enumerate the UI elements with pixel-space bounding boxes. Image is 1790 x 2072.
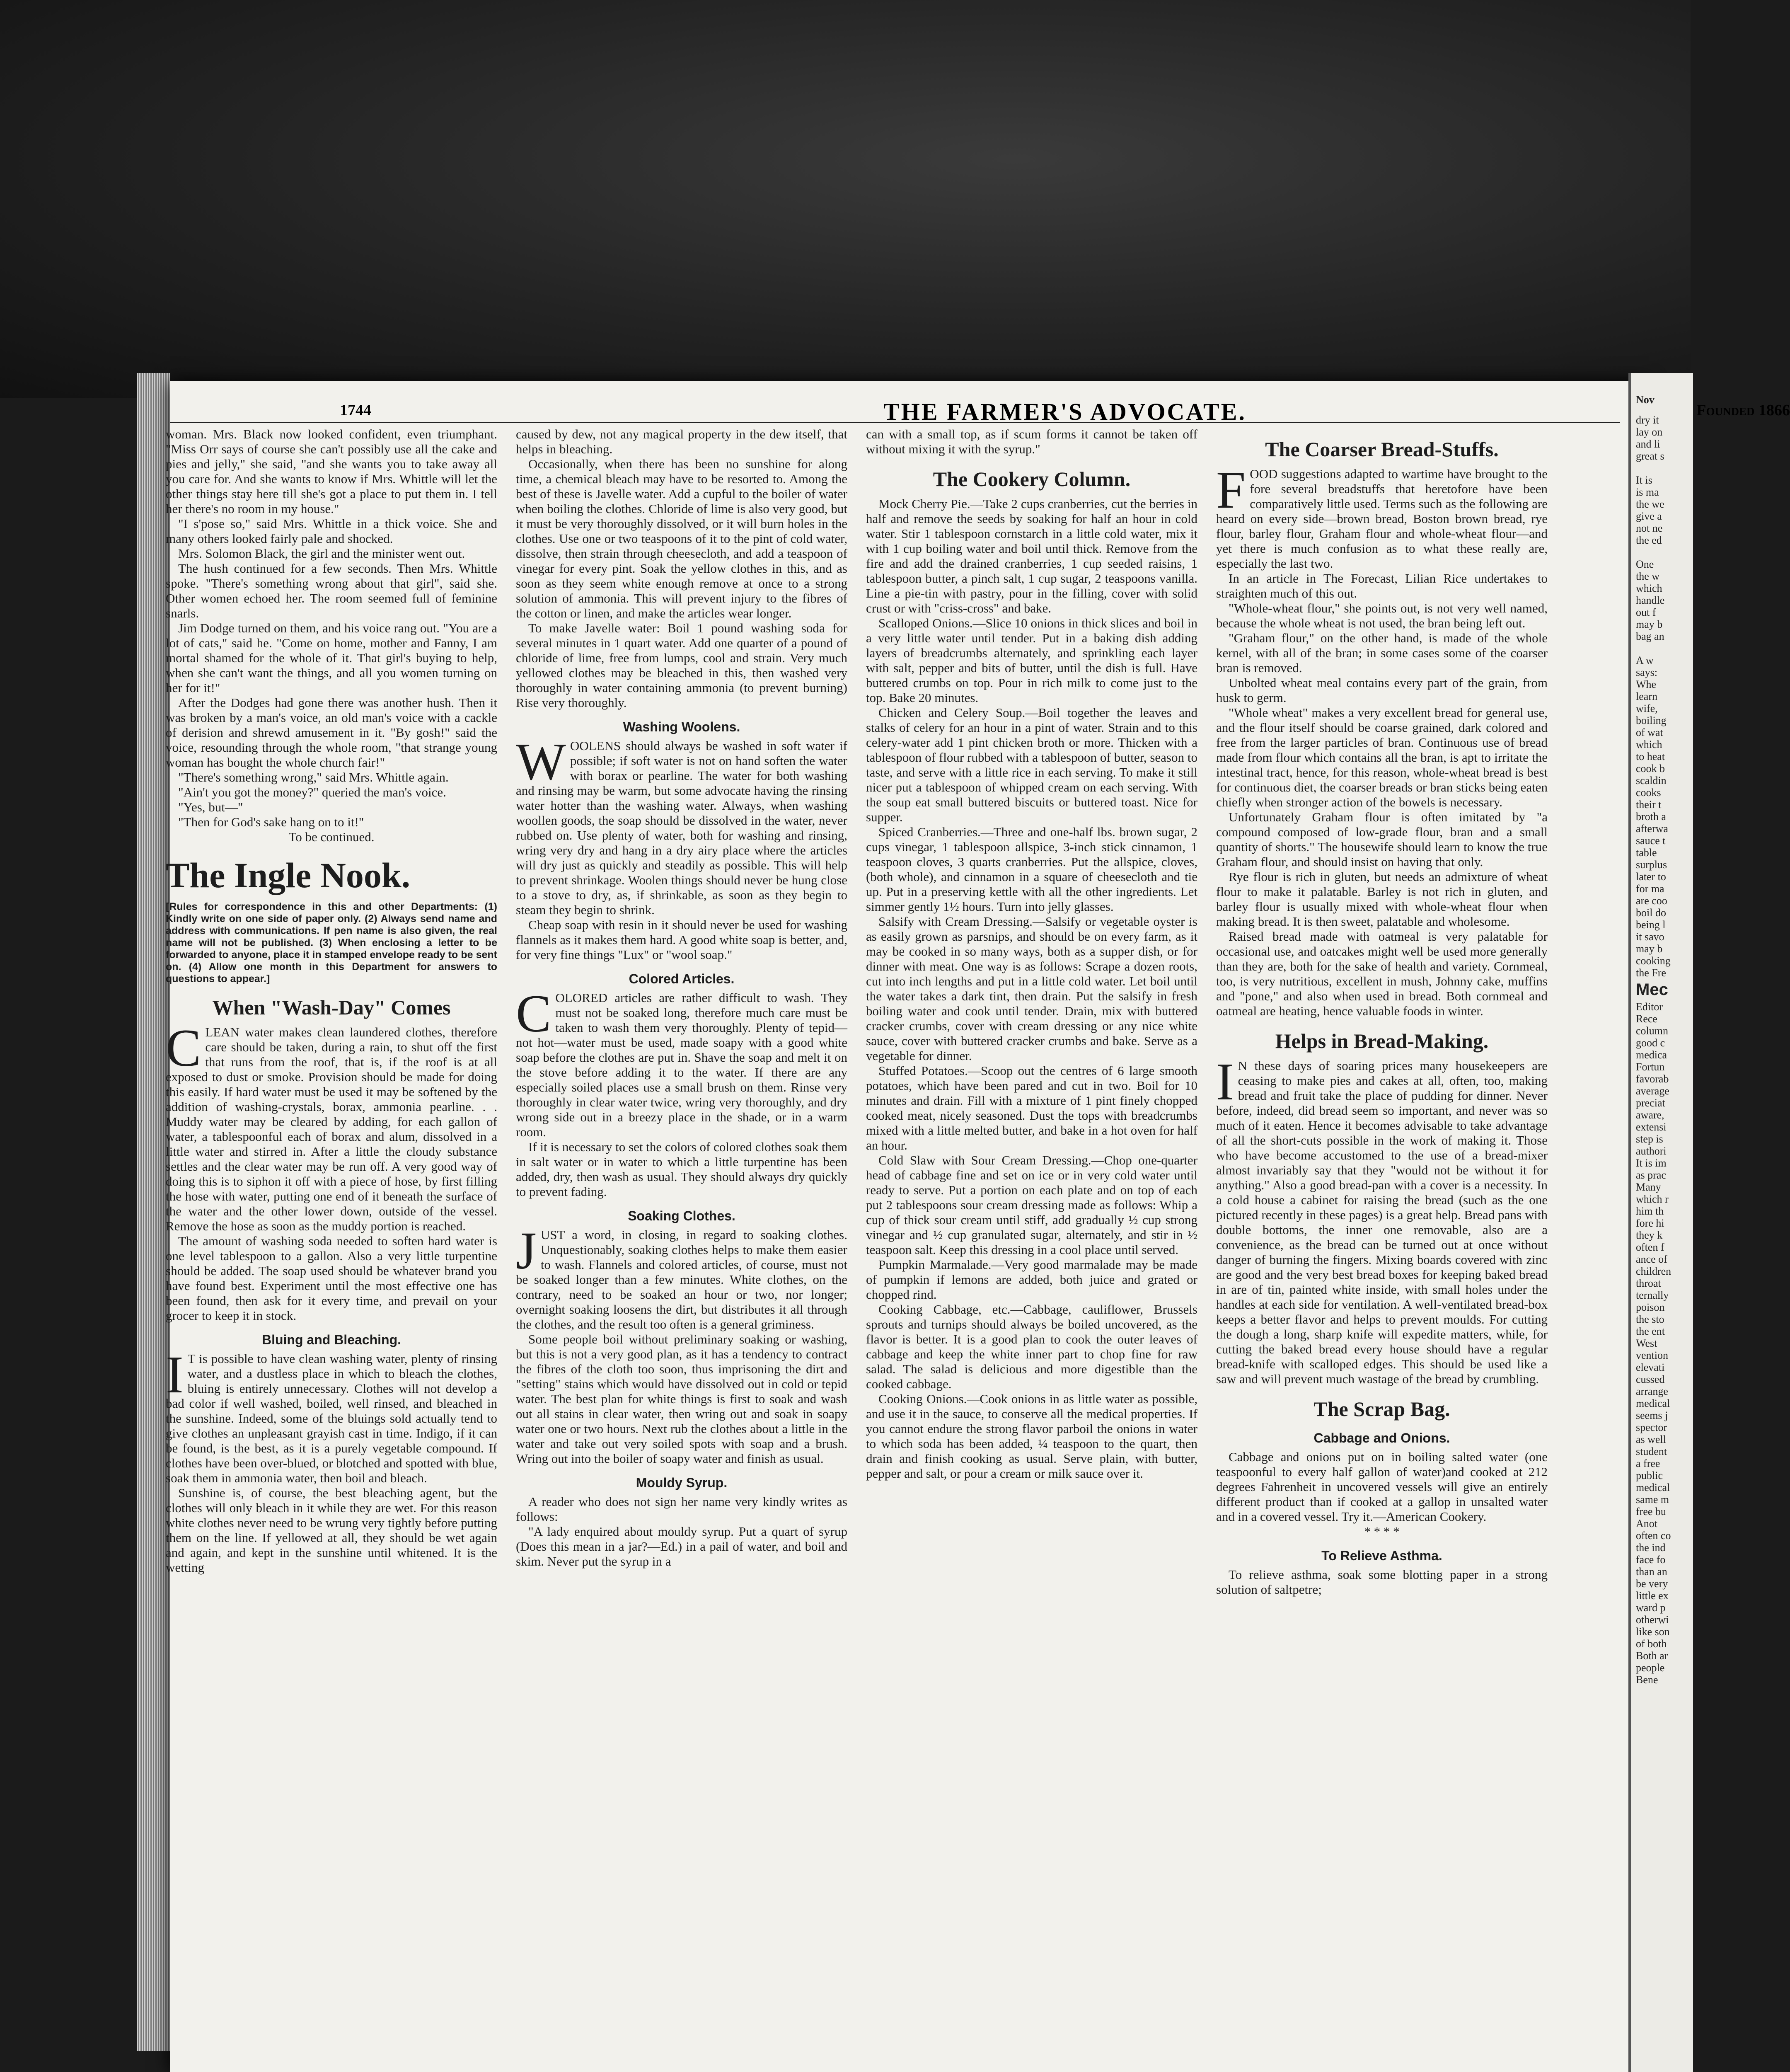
facing-line: being l (1636, 919, 1666, 931)
bread-paragraph: "Whole wheat" makes a very excellent bread for general use, and the flour itself should be coarse grained, dark colored and free from the larger particles of bran. Continuous use of bread made from flour which contains all the bran, is apt to irritate the intestinal tract, hence, for this reason, whole-wheat bread is best for continuous diet, the coarser breads or bran sticks being eaten chiefly when stronger action of the bowels is necessary. (1216, 705, 1548, 809)
recipe-paragraph: Pumpkin Marmalade.—Very good marmalade may be made of pumpkin if lemons are added, both juice and grated or chopped rind. (866, 1257, 1197, 1302)
mouldy-paragraph: "A lady enquired about mouldy syrup. Put a quart of syrup (Does this mean in a jar?—Ed.) in a pail of water, and boil and skim. Never put the syrup in a (516, 1524, 847, 1569)
facing-line: cooks (1636, 787, 1661, 799)
facing-line: the Fre (1636, 967, 1666, 979)
facing-lines (1636, 414, 1735, 979)
facing-line: of both (1636, 1638, 1667, 1650)
cookery-column-title: The Cookery Column. (933, 467, 1131, 491)
facing-line: authori (1636, 1145, 1667, 1157)
story-paragraph: Jim Dodge turned on them, and his voice rang out. "You are a lot of cats," said he. "Come on home, mother and Fanny, I am mortal shamed for the whole of it. That girl's buying to help, when she can't want the things, and all you women turning on her for it!" (166, 621, 497, 695)
facing-line: their t (1636, 799, 1662, 811)
facing-line: public (1636, 1469, 1663, 1481)
facing-line: wife, (1636, 702, 1658, 714)
facing-line: and li (1636, 438, 1660, 450)
facing-line: throat (1636, 1277, 1661, 1289)
story-paragraph: After the Dodges had gone there was another hush. Then it was broken by a man's voice, an old man's voice with a cackle of derision and shrewd amusement in it. "By gosh!" said the voice, resounding through the whole room, "that strange young woman has bought the whole church fair!" (166, 695, 497, 770)
facing-line: West (1636, 1337, 1657, 1349)
facing-line: are coo (1636, 895, 1667, 907)
bread-paragraph: "Graham flour," on the other hand, is made of the whole kernel, with all of the bran; in some cases some of the coarser bran is removed. (1216, 631, 1548, 675)
facing-line: ance of (1636, 1253, 1667, 1265)
scrap-bag-title: The Scrap Bag. (1313, 1397, 1450, 1421)
facing-line: is ma (1636, 486, 1659, 498)
bread-paragraph: Raised bread made with oatmeal is very palatable for occasional use, and oatcakes might well be used more generally than they are, both for the sake of health and variety. Cornmeal, too, is very nutritious, excellent in mush, Johnny cake, muffins and "pone," and also when used in bread. Both cornmeal and oatmeal are heating, hence valuable foods in winter. (1216, 929, 1548, 1018)
colored-paragraph: COLORED articles are rather difficult to wash. They must not be soaked long, therefore much care must be taken to wash them very thoroughly. Plenty of tepid—not hot—water must be used, made soapy with a good white soap before the clothes are put in. Shave the soap and melt it on the stove before adding it to the water. If there are any especially soiled places use a small brush on them. Rinse very thoroughly in clear water twice, wring very thoroughly, and dry wrong side out in a breezy place in the shade, or in a warm room. (516, 984, 847, 1139)
facing-line: free bu (1636, 1506, 1666, 1518)
facing-line: One (1636, 558, 1654, 570)
facing-line: Whe (1636, 678, 1657, 690)
facing-line: the ent (1636, 1325, 1665, 1337)
facing-line: a free (1636, 1457, 1660, 1469)
recipe-paragraph: Spiced Cranberries.—Three and one-half lbs. brown sugar, 2 cups vinegar, 1 tablespoon allspice, 3-inch stick cinnamon, 1 teaspoon cloves, 3 quarts cranberries. Put the allspice, cloves, (both whole), and cinnamon in a square of cheesecloth and tie up. Put in a preserving kettle with all the other ingredients. Let simmer gently 1½ hours. Turn into jelly glasses. (866, 825, 1197, 914)
bread-paragraph: FOOD suggestions adapted to wartime have brought to the fore several breadstuffs that heretofore have been comparatively little used. Terms such as the following are heard on every side—brown bread, Boston brown bread, rye flour, barley flour, Graham flour and whole-wheat flour—and yet there is much confusion as to what these really are, especially the last two. (1216, 460, 1548, 571)
colored-title: Colored Articles. (629, 971, 735, 986)
story-paragraph: The hush continued for a few seconds. Then Mrs. Whittle spoke. "There's something wrong about that girl", said she. Other women echoed her. The room seemed full of feminine snarls. (166, 561, 497, 620)
story-paragraph: "Then for God's sake hang on to it!" (178, 815, 364, 829)
recipe-paragraph: Chicken and Celery Soup.—Boil together the leaves and stalks of celery for an hour in a pint of water. Strain and to this celery-water add 1 pint chicken broth or more. Thicken with a tablespoon of flour rubbed with a tablespoon of butter, season to taste, and serve with a little rice in each serving. To make it still nicer put a tablespoon of whipped cream on each serving. With the soup eat small buttered biscuits or buttered toast. Nice for supper. (866, 705, 1197, 824)
facing-line: cook b (1636, 762, 1665, 775)
recipe-paragraph: Cooking Cabbage, etc.—Cabbage, cauliflower, Brussels sprouts and turnips should always be boiled uncovered, as the flavor is better. It is a good plan to cook the outer leaves of cabbage and keep the white inner part to chop fine for raw salad. The salad is delicious and more digestible than the cooked cabbage. (866, 1302, 1197, 1391)
facing-line: little ex (1636, 1590, 1669, 1602)
woolens-title: Washing Woolens. (623, 719, 740, 734)
facing-line: later to (1636, 871, 1666, 883)
facing-line: Bene (1636, 1674, 1658, 1686)
facing-line: cooking (1636, 955, 1671, 967)
facing-line: they k (1636, 1229, 1663, 1241)
story-paragraph: Mrs. Solomon Black, the girl and the minister went out. (178, 546, 465, 561)
facing-line: student (1636, 1445, 1667, 1457)
facing-line: the sto (1636, 1313, 1664, 1325)
facing-line: It is im (1636, 1157, 1667, 1169)
facing-line: column (1636, 1025, 1668, 1037)
facing-line: which r (1636, 1193, 1669, 1205)
mouldy-paragraph: A reader who does not sign her name very kindly writes as follows: (516, 1494, 847, 1524)
facing-line: medical (1636, 1397, 1670, 1409)
facing-line: be very (1636, 1578, 1668, 1590)
soaking-paragraph: JUST a word, in closing, in regard to soaking clothes. Unquestionably, soaking clothes helps to make them easier to wash. Flannels and colored articles, of course, must not be soaked longer than a few minutes. White clothes, on the contrary, need to be soaked an hour or two, nor longer; overnight soaking loosens the dirt, but distributes it all through the clothes, and the result too often is a general griminess. (516, 1221, 847, 1331)
facing-line: handle (1636, 594, 1665, 606)
facing-line: aware, (1636, 1109, 1664, 1121)
facing-line: surplus (1636, 859, 1667, 871)
recipe-paragraph: Cooking Onions.—Cook onions in as little water as possible, and use it in the sauce, to conserve all the medical properties. If you cannot endure the strong flavor parboil the onions in water to which soda has been added, ¼ teaspoon to the quart, then drain and finish cooking as usual. Serve plain, with butter, pepper and salt, or pour a cream or milk sauce over it. (866, 1392, 1197, 1481)
washday-paragraph: CLEAN water makes clean laundered clothes, therefore care should be taken, during a rain, to shut off the first that runs from the roof, that is, if the roof is at all exposed to dust or smoke. Provision should be made for doing this easily. If hard water must be used it may be softened by the addition of washing-crystals, borax, ammonia pearline. . . Muddy water may be cleared by adding, for each gallon of water, a tablespoonful each of borax and alum, dissolved in a little water and stirred in. After a little the cloudy substance settles and the clear water may be run off. A very good way of doing this is to siphon it off with a piece of hose, by first filling the hose with water, putting one end of it beneath the surface of the water and the other lower down, outside of the vessel. Remove the hose as soon as the muddy portion is reached. (166, 1019, 497, 1233)
facing-line: the ed (1636, 534, 1662, 546)
facing-page (1628, 373, 1693, 2072)
book-page-edges (137, 373, 170, 2051)
founded-label: Founded 1866 (1696, 402, 1790, 419)
story-paragraph: "There's something wrong," said Mrs. Whittle again. (178, 770, 449, 784)
facing-line (1636, 546, 1735, 558)
bread-paragraph: In an article in The Forecast, Lilian Rice undertakes to straighten much of this out. (1216, 571, 1548, 600)
scan-background (0, 0, 1691, 398)
facing-line: Anot (1636, 1518, 1657, 1530)
facing-line: extensi (1636, 1121, 1667, 1133)
drop-cap: C (166, 1019, 201, 1077)
story-paragraph: woman. Mrs. Black now looked confident, even triumphant. "Miss Orr says of course she can't possibly use all the cake and pies and jelly," she said, "and she wants you to take away all you care for. And she wants to know if Mrs. Whittle will let the other things stay here till she's got a place to put them in. I tell her there's no room in my house." (166, 427, 497, 516)
facing-line: poison (1636, 1301, 1665, 1313)
recipe-paragraph: Scalloped Onions.—Slice 10 onions in thick slices and boil in a very little water until tender. Put in a baking dish adding layers of breadcrumbs alternately, and sprinkling each layer with salt, pepper and bits of butter, until the dish is full. Have buttered crumbs on top. Pour in rich milk to come just to the top. Bake 20 minutes. (866, 616, 1197, 705)
asthma-paragraph: To relieve asthma, soak some blotting paper in a strong solution of saltpetre; (1216, 1567, 1548, 1597)
helps-bread-title: Helps in Bread-Making. (1275, 1029, 1489, 1053)
facing-line: the we (1636, 498, 1664, 510)
column-4 (1216, 427, 1548, 1597)
bluing-paragraph: Sunshine is, of course, the best bleaching agent, but the clothes will only bleach in it while they are wet. For this reason white clothes never need to be wrung very tightly before putting them on the line. If yellowed at all, they should be wet again and again, and kept in the sunshine until whitened. It is the wetting (166, 1486, 497, 1575)
facing-line: Fortun (1636, 1061, 1665, 1073)
facing-line: table (1636, 847, 1657, 859)
recipe-paragraph: Stuffed Potatoes.—Scoop out the centres of 6 large smooth potatoes, which have been pared and cut in two. Boil for 10 minutes and drain. Fill with a mixture of 1 pint finely chopped cooked meat, nicely seasoned. Dust the tops with breadcrumbs mixed with a little melted butter, and bake in a hot oven for half an hour. (866, 1063, 1197, 1152)
facing-line: may b (1636, 943, 1663, 955)
facing-line: Rece (1636, 1013, 1657, 1025)
facing-line (1636, 642, 1735, 654)
facing-line: him th (1636, 1205, 1664, 1217)
facing-line: as well (1636, 1433, 1666, 1445)
washday-title: When "Wash-Day" Comes (212, 996, 451, 1019)
page-number: 1744 (340, 402, 371, 419)
coarser-bread-title: The Coarser Bread-Stuffs. (1265, 438, 1499, 461)
facing-line (1636, 462, 1735, 474)
facing-line: it savo (1636, 931, 1664, 943)
bread-paragraph: Rye flour is rich in gluten, but needs an admixture of wheat flour to make it palatable. Barley is not rich in gluten, and barley flour is usually mixed with whole-wheat flour when making bread. It is then sweet, palatable and wholesome. (1216, 869, 1548, 929)
facing-line: of wat (1636, 726, 1663, 738)
drop-cap: W (516, 732, 566, 791)
facing-line: spector (1636, 1421, 1667, 1433)
recipe-paragraph: Cold Slaw with Sour Cream Dressing.—Chop one-quarter head of cabbage fine and set on ice or in very cold water until ready to serve. Put a portion on each plate and on top of each put 2 tablespoons sour cream dressing made as follows: Whip a cup of thick sour cream until stiff, add gradually ½ cup strong vinegar and ½ cup granulated sugar, alternately, and stir in ½ teaspoon salt. Keep this dressing in a cool place until served. (866, 1153, 1197, 1257)
facing-line: afterwa (1636, 823, 1668, 835)
helps-paragraph: I N these days of soaring prices many housekeepers are ceasing to make pies and cakes at all, often, too, making bread and fruit take the place of pudding for dinner. Never before, indeed, did bread seem so important, and never was so much of it eaten. Hence it becomes advisable to take advantage of all the short-cuts possible in the work of making it. Those who have become accustomed to the use of a bread-mixer almost invariably say that they "would not be without it for anything." Also a good bread-pan with a cover is a necessity. In a cold house a cabinet for raising the bread (such as the one pictured recently in these pages) is a great help. Bread pans with double bottoms, the inner one removable, also are a convenience, as the bread can be turned out at once without danger of burning the fingers. Mixing boards covered with zinc are good and the very best bread boxes for keeping baked bread in are of tin, painted white inside, with small holes under the handles at each side for ventilation. A well-ventilated bread-box keeps a better flavor and helps to prevent moulds. For cutting the dough a long, sharp knife will expedite matters, while, for cutting the baked bread every house should have a regular bread-knife with scalloped edges. This should be used like a saw and will prevent much wastage of the bread by crumbling. (1216, 1052, 1548, 1386)
story-paragraph: "Ain't you got the money?" queried the man's voice. (178, 785, 446, 799)
correspondence-rules: [Rules for correspondence in this and other Departments: (1) Kindly write on one side of paper only. (2) Always send name and address with communications. If pen name is also given, the real name will not be published. (3) When enclosing a letter to be forwarded to anyone, place it in stamped envelope ready to be sent on. (4) Allow one month in this Department for answers to questions to appear.] (166, 901, 497, 985)
facing-line: otherwi (1636, 1614, 1669, 1626)
bread-paragraph: Unfortunately Graham flour is often imitated by "a compound composed of low-grade flour, bran and a small quantity of shorts." The housewife should learn to know the true Graham flour, and should insist on having that only. (1216, 810, 1548, 869)
column-3 (866, 427, 1197, 1481)
facing-line: Both ar (1636, 1650, 1668, 1662)
cabbage-paragraph: Cabbage and onions put on in boiling salted water (one teaspoonful to every half gallon of water)and cooked at 212 degrees Fahrenheit in uncovered vessels will give an entirely different product than if cooked at a gallop in unsalted water and in a covered vessel. Try it.—American Cookery. (1216, 1450, 1548, 1524)
facing-line: A w (1636, 654, 1654, 666)
facing-line: great s (1636, 450, 1664, 462)
facing-line: medica (1636, 1049, 1667, 1061)
colored-paragraph: If it is necessary to set the colors of colored clothes soak them in salt water or in water to which a little turpentine has been added, dry, then wash as usual. They should always dry quickly to prevent fading. (516, 1140, 847, 1199)
facing-line: children (1636, 1265, 1671, 1277)
facing-line: for ma (1636, 883, 1664, 895)
bleaching-paragraph: Occasionally, when there has been no sunshine for along time, a chemical bleach may have to be resorted to. Among the best of these is Javelle water. Add a cupful to the boiler of water when boiling the clothes. Chloride of lime is also very good, but it must be very thoroughly dissolved, or it will burn holes in the clothes. Use one or two teaspoons of it to the pint of cold water, dissolve, then strain through cheesecloth, and add a teaspoon of vinegar for every pint. Soak the yellow clothes in this, and as soon as they seem white enough remove at once to a strong solution of ammonia. This will prevent injury to the fibres of the cotton or linen, and make the articles wear longer. (516, 457, 847, 620)
facing-line: may b (1636, 618, 1663, 630)
bluing-title: Bluing and Bleaching. (261, 1332, 401, 1347)
facing-page-text (1636, 394, 1735, 1686)
facing-line: sauce t (1636, 835, 1666, 847)
header-rule (170, 422, 1620, 423)
facing-line: ward p (1636, 1602, 1666, 1614)
facing-line: preciat (1636, 1097, 1665, 1109)
facing-line: elevati (1636, 1361, 1665, 1373)
facing-line: cussed (1636, 1373, 1665, 1385)
facing-line: boiling (1636, 714, 1667, 726)
facing-line: bag an (1636, 630, 1664, 642)
story-continuation (166, 427, 497, 845)
bleaching-paragraph: caused by dew, not any magical property in the dew itself, that helps in bleaching. (516, 427, 847, 456)
facing-line: boil do (1636, 907, 1666, 919)
facing-line: average (1636, 1085, 1669, 1097)
ingle-nook-title: The Ingle Nook. (166, 855, 411, 895)
to-be-continued: To be continued. (288, 830, 375, 844)
facing-line: fore hi (1636, 1217, 1664, 1229)
facing-line: favorab (1636, 1073, 1669, 1085)
facing-line: ternally (1636, 1289, 1669, 1301)
section-stars: * * * * (1364, 1524, 1400, 1539)
facing-line: not ne (1636, 522, 1663, 534)
facing-line: medical (1636, 1481, 1670, 1493)
bleaching-paragraph: To make Javelle water: Boil 1 pound washing soda for several minutes in 1 quart water. Add one quarter of a pound of chloride of lime, free from lumps, cool and strain. Very much yellowed clothes may be bleached in this, then washed very thoroughly in water containing ammonia (to prevent burning) Rise very thoroughly. (516, 621, 847, 710)
story-paragraph: "Yes, but—" (178, 800, 243, 814)
woolens-paragraph: Cheap soap with resin in it should never be used for washing flannels as it makes them hard. A good white soap is better, and, for very fine things "Lux" or "wool soap." (516, 917, 847, 962)
facing-line: than an (1636, 1566, 1667, 1578)
facing-line: dry it (1636, 414, 1659, 426)
masthead: THE FARMER'S ADVOCATE. (883, 398, 1246, 425)
column-1 (166, 427, 497, 1575)
soaking-title: Soaking Clothes. (628, 1208, 735, 1223)
column-2 (516, 427, 847, 1569)
facing-line: give a (1636, 510, 1662, 522)
facing-line: It is (1636, 474, 1652, 486)
facing-line: lay on (1636, 426, 1663, 438)
facing-line: as prac (1636, 1169, 1666, 1181)
recipe-paragraph: Mock Cherry Pie.—Take 2 cups cranberries, cut the berries in half and remove the seeds by soaking for half an hour in cold water. Stir 1 tablespoon cornstarch in a little cold water, mix it with 1 cup boiling water and boil until thick. Remove from the fire and add the drained cranberries, 1 cup seeded raisins, 1 tablespoon butter, a pinch salt, 1 cup sugar, 2 teaspoons vanilla. Line a pie-tin with pastry, pour in the filling, cover with solid crust or with "criss-cross" and bake. (866, 496, 1197, 615)
asthma-title: To Relieve Asthma. (1321, 1548, 1442, 1563)
facing-line: scaldin (1636, 775, 1667, 787)
drop-cap: I (166, 1345, 184, 1404)
facing-line: Editor (1636, 1001, 1663, 1013)
drop-cap: J (516, 1221, 537, 1280)
facing-line: seems j (1636, 1409, 1668, 1421)
facing-line: which (1636, 738, 1662, 750)
bluing-paragraph: I T is possible to have clean washing water, plenty of rinsing water, and a dustless place in which to bleach the clothes, bluing is entirely unnecessary. Clothes will not develop a bad color if well washed, boiled, well rinsed, and bleached in the sunshine. Indeed, some of the bluings sold actually tend to give clothes an unpleasant grayish cast in time. Indigo, if it can be found, is the best, as it is a purely vegetable compound. If clothes have been over-blued, or blotched and spotted with blue, soak them in ammonia water, then boil and bleach. (166, 1345, 497, 1485)
facing-line: out f (1636, 606, 1656, 618)
facing-line: broth a (1636, 811, 1666, 823)
facing-line: learn (1636, 690, 1657, 702)
cabbage-onions-title: Cabbage and Onions. (1313, 1431, 1450, 1445)
facing-line: face fo (1636, 1554, 1666, 1566)
recipe-paragraph: Salsify with Cream Dressing.—Salsify or vegetable oyster is as easily grown as parsnips, and should be on every farm, as it may be cooked in so many ways, both as a supper dish, or for dinner with meat. One way is as follows: Scrape a dozen roots, cut into inch lengths and put in a little cold water. Let boil until the water takes a dark tint, then drain. Put the salsify in fresh boiling water and cook until tender. Drain, mix with buttered cracker crumbs, cover with cream dressing or any nice white sauce, cover with buttered cracker crumbs and bake. Serve as a vegetable for dinner. (866, 914, 1197, 1063)
drop-cap: F (1216, 460, 1246, 519)
facing-line: vention (1636, 1349, 1668, 1361)
facing-lines-2 (1636, 1001, 1735, 1686)
facing-line: which (1636, 582, 1662, 594)
syrup-continuation: can with a small top, as if scum forms it cannot be taken off without mixing it with the syrup." (866, 427, 1197, 456)
facing-line: often co (1636, 1530, 1671, 1542)
washday-paragraph: The amount of washing soda needed to soften hard water is one level tablespoon to a gallon. Also a very little turpentine should be added. The soap used should be whatever brand you have found best. Experiment until the most effective one has been found, then ask for it every time, and prevail on your grocer to keep it in stock. (166, 1234, 497, 1323)
facing-line: arrange (1636, 1385, 1668, 1397)
facing-line: same m (1636, 1493, 1669, 1506)
drop-cap: I (1216, 1052, 1234, 1111)
facing-line: good c (1636, 1037, 1665, 1049)
facing-line: often f (1636, 1241, 1664, 1253)
bread-paragraph: "Whole-wheat flour," she points out, is not very well named, because the whole wheat is not used, the bran being left out. (1216, 601, 1548, 630)
story-paragraph: "I s'pose so," said Mrs. Whittle in a thick voice. She and many others looked fairly pale and shocked. (166, 516, 497, 546)
bread-paragraph: Unbolted wheat meal contains every part of the grain, from husk to germ. (1216, 675, 1548, 705)
soaking-paragraph: Some people boil without preliminary soaking or washing, but this is not a very good plan, as it has a tendency to contract the fibres of the cloth too soon, thus imprisoning the dirt and "setting" stains which would have dissolved out in cold or tepid water. The best plan for white things is first to soak and wash out all stains in clear water, then wring out and soak in soapy water one or two hours. Next rub the clothes about a little in the water and take out very soiled spots with soap and a brush. Wring out into the boiler of soapy water and finish as usual. (516, 1332, 847, 1466)
facing-line: the w (1636, 570, 1660, 582)
facing-line: like son (1636, 1626, 1670, 1638)
woolens-paragraph: WOOLENS should always be washed in soft water if possible; if soft water is not on hand soften the water with borax or pearline. The water for both washing and rinsing may be warm, but some advocate having the rinsing water hotter than the washing water. Always, when washing woollen goods, the soap should be dissolved in the water, never rubbed on. Use plenty of water, both for washing and rinsing, wring very dry and hang in a dry airy place where the articles will dry just as quickly and steadily as possible. This will help to prevent shrinkage. Woolen things should never be hung close to a stove to dry, as, if shrinkable, as soon as they begin to steam they begin to shrink. (516, 732, 847, 917)
facing-header: Nov (1636, 394, 1655, 406)
facing-line: people (1636, 1662, 1665, 1674)
facing-section-title: Mec (1636, 980, 1668, 999)
mouldy-syrup-title: Mouldy Syrup. (636, 1475, 728, 1490)
facing-line: Many (1636, 1181, 1661, 1193)
facing-line: step is (1636, 1133, 1663, 1145)
facing-line: to heat (1636, 750, 1665, 762)
facing-line: says: (1636, 666, 1657, 678)
drop-cap: C (516, 984, 552, 1043)
facing-line: the ind (1636, 1542, 1666, 1554)
